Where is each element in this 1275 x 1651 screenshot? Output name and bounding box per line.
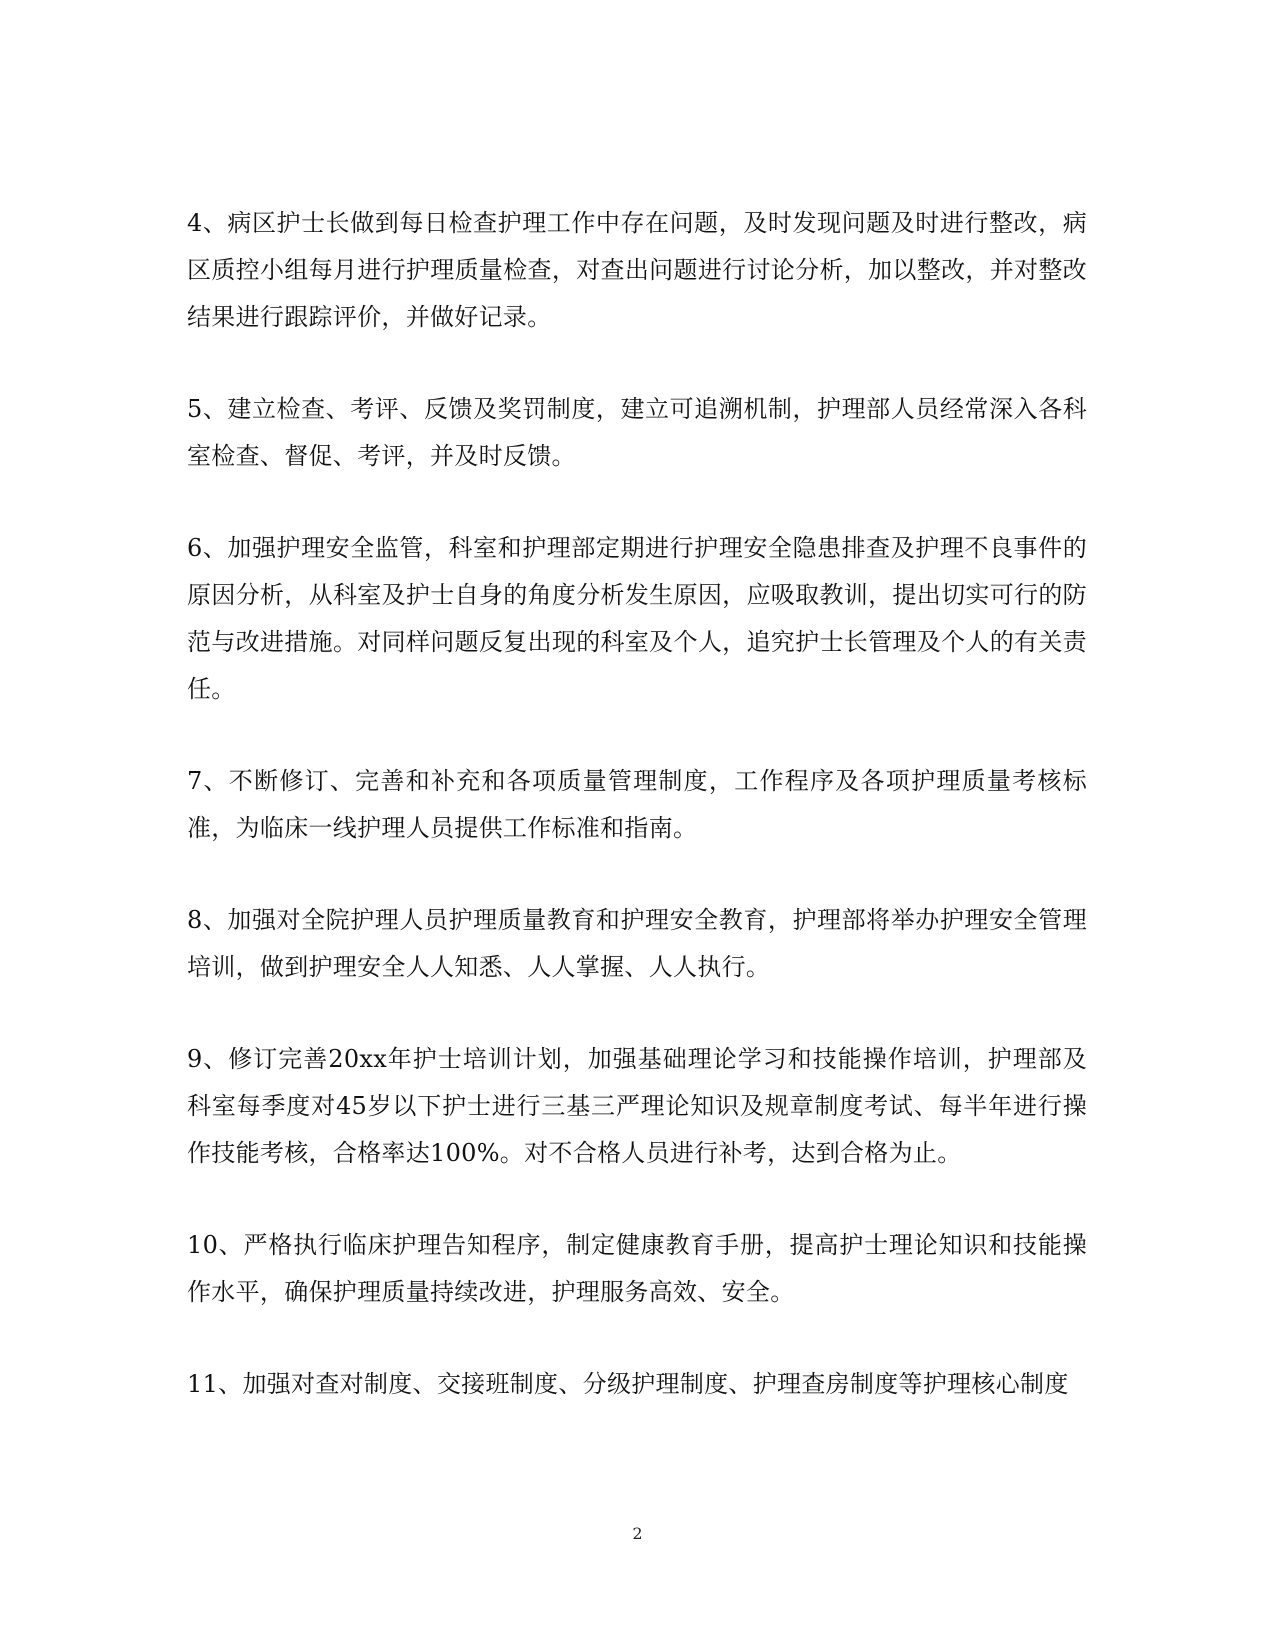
paragraph-item-9: 9、修订完善20xx年护士培训计划，加强基础理论学习和技能操作培训，护理部及科室每季度对45岁以下护士进行三基三严理论知识及规章制度考试、每半年进行操作技能考核，合格率达100%。对不合格人员进行补考，达到合格为止。	[187, 1045, 1087, 1167]
paragraph-item-4: 4、病区护士长做到每日检查护理工作中存在问题，及时发现问题及时进行整改，病区质控小组每月进行护理质量检查，对查出问题进行讨论分析，加以整改，并对整改结果进行跟踪评价，并做好记录。	[187, 209, 1087, 331]
paragraph-item-8: 8、加强对全院护理人员护理质量教育和护理安全教育，护理部将举办护理安全管理培训，做到护理安全人人知悉、人人掌握、人人执行。	[187, 906, 1087, 981]
paragraph-item-5: 5、建立检查、考评、反馈及奖罚制度，建立可追溯机制，护理部人员经常深入各科室检查、督促、考评，并及时反馈。	[187, 395, 1087, 470]
paragraph-item-11: 11、加强对查对制度、交接班制度、分级护理制度、护理查房制度等护理核心制度	[187, 1370, 1069, 1398]
paragraph-item-7: 7、不断修订、完善和补充和各项质量管理制度，工作程序及各项护理质量考核标准，为临床一线护理人员提供工作标准和指南。	[187, 767, 1087, 842]
page-number: 2	[632, 1524, 643, 1543]
paragraph-item-10: 10、严格执行临床护理告知程序，制定健康教育手册，提高护士理论知识和技能操作水平，确保护理质量持续改进，护理服务高效、安全。	[187, 1231, 1087, 1306]
paragraph-item-6: 6、加强护理安全监管，科室和护理部定期进行护理安全隐患排查及护理不良事件的原因分析，从科室及护士自身的角度分析发生原因，应吸取教训，提出切实可行的防范与改进措施。对同样问题反复出现的科室及个人，追究护士长管理及个人的有关责任。	[187, 534, 1087, 703]
document-body	[187, 200, 1087, 1408]
